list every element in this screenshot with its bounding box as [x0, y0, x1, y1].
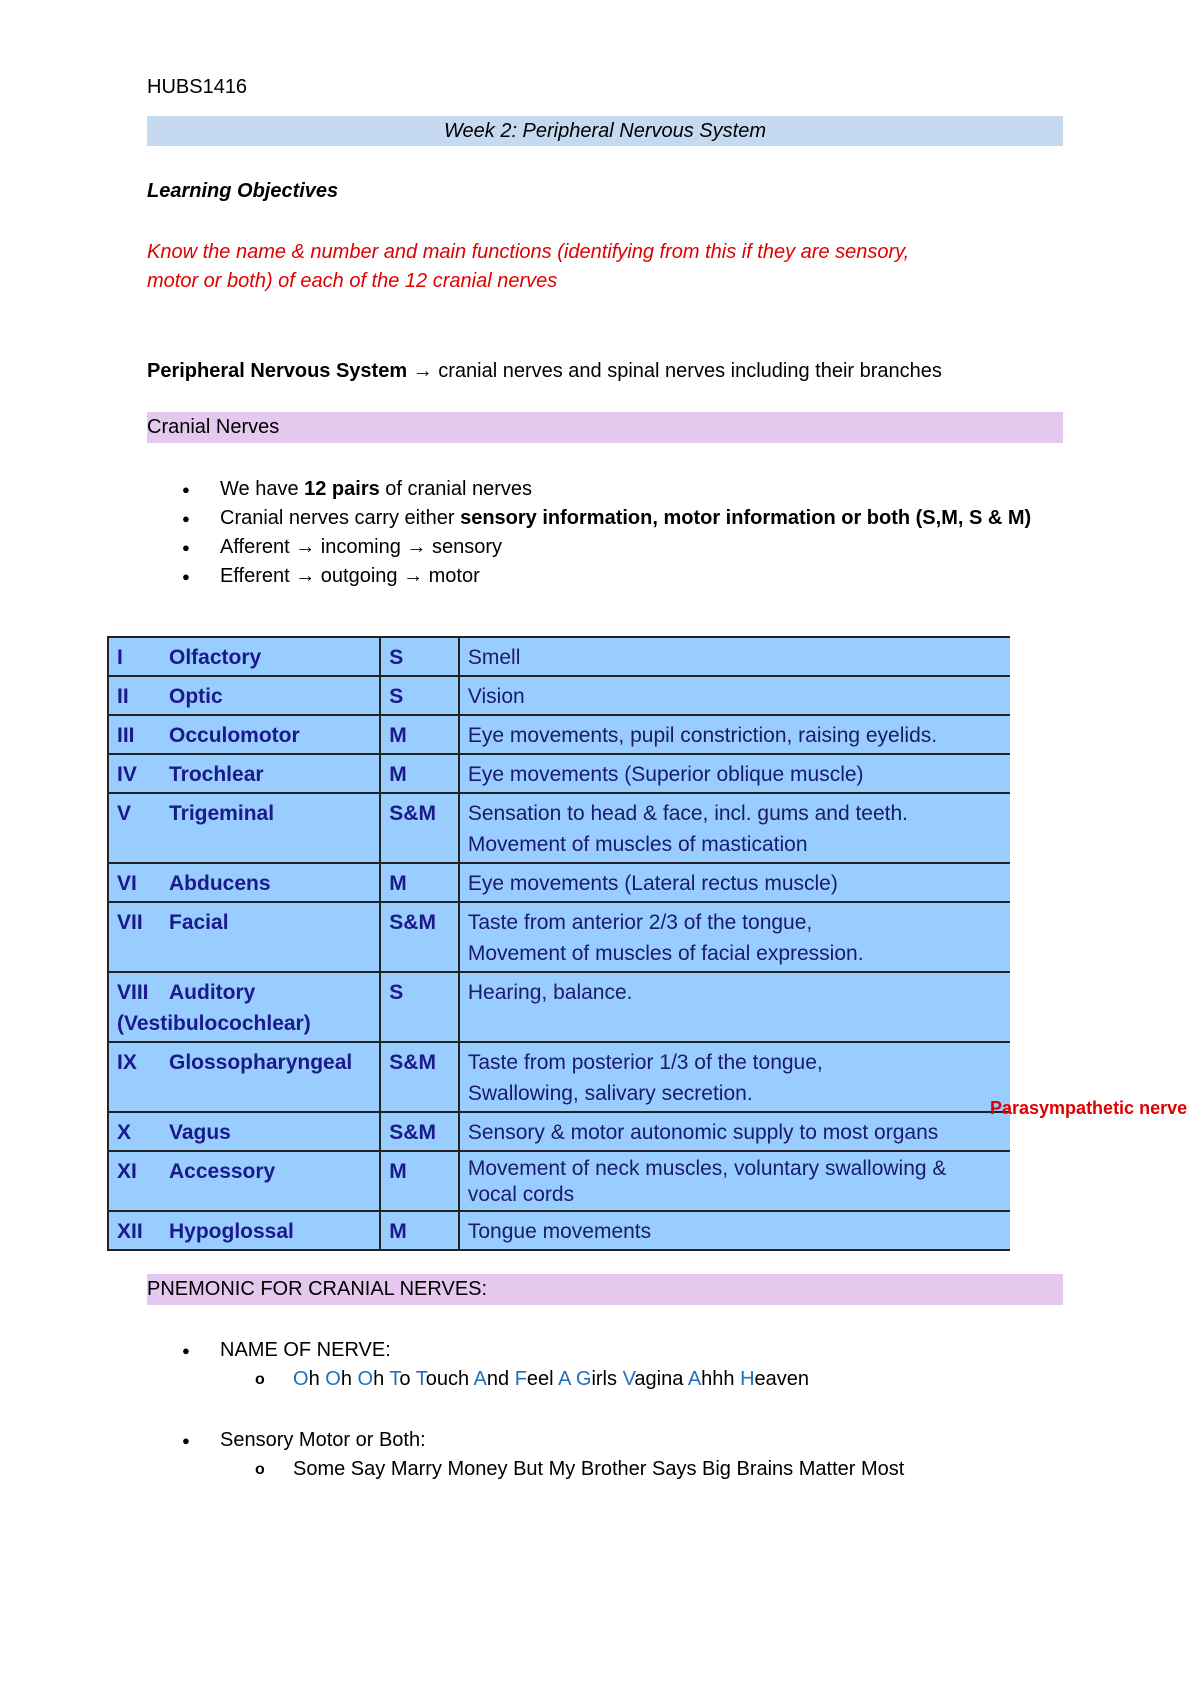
- list-item: ● NAME OF NERVE:: [147, 1336, 1047, 1365]
- list-item: ● Cranial nerves carry either sensory information, motor information or both (S,M, S & M): [147, 504, 1047, 533]
- cranial-nerves-bullets: [147, 475, 1047, 591]
- pns-definition: [147, 358, 942, 384]
- mnemonic-heading-bar: [147, 1274, 1063, 1305]
- mnemonic-word: A: [558, 1368, 571, 1390]
- mnemonic-word: Touch: [415, 1368, 470, 1390]
- table-row: VIII Auditory (Vestibulocochlear) S Hearing, balance.: [108, 972, 1010, 1042]
- cranial-nerve-table: [107, 636, 1010, 1251]
- list-item: ● Afferent → incoming → sensory: [147, 533, 1047, 562]
- mnemonic-word: Heaven: [740, 1368, 810, 1390]
- mnemonic-word: To: [389, 1368, 411, 1390]
- learning-objectives-heading: Learning Objectives: [147, 180, 339, 202]
- week-title: Week 2: Peripheral Nervous System: [444, 120, 766, 142]
- table-row: IX Glossopharyngeal S&M Taste from posterior 1/3 of the tongue, Swallowing, salivary secretion.: [108, 1042, 1010, 1112]
- mnemonic-word: Oh: [325, 1368, 352, 1390]
- list-item: ● We have 12 pairs of cranial nerves: [147, 475, 1047, 504]
- learning-objectives-text: Know the name & number and main functions (identifying from this if they are sensory, motor or both) of each of the 12 cranial nerves: [147, 241, 910, 292]
- arrow-icon: →: [412, 360, 433, 382]
- cranial-nerves-heading-bar: [147, 412, 1063, 443]
- week-title-bar: [147, 116, 1063, 146]
- course-code: HUBS1416: [147, 76, 248, 98]
- table-row: IV Trochlear M Eye movements (Superior oblique muscle): [108, 754, 1010, 793]
- name-mnemonic: [147, 1365, 1047, 1394]
- parasympathetic-note: Parasympathetic nerve: [990, 1098, 1188, 1118]
- mnemonic-heading: PNEMONIC FOR CRANIAL NERVES:: [147, 1278, 488, 1300]
- circle-bullet-icon: o: [255, 1371, 265, 1388]
- table-row: X Vagus S&M Sensory & motor autonomic supply to most organs: [108, 1112, 1010, 1151]
- mnemonic-word: Ahhh: [687, 1368, 735, 1390]
- table-row: III Occulomotor M Eye movements, pupil constriction, raising eyelids.: [108, 715, 1010, 754]
- mnemonic-word: Vagina: [622, 1368, 684, 1390]
- mnemonic-word: Girls: [575, 1368, 617, 1390]
- mnemonic-word: And: [473, 1368, 510, 1390]
- pns-term: Peripheral Nervous System: [147, 360, 408, 382]
- table-row: XII Hypoglossal M Tongue movements: [108, 1211, 1010, 1250]
- pns-rest: cranial nerves and spinal nerves including their branches: [438, 360, 942, 382]
- table-row: VI Abducens M Eye movements (Lateral rectus muscle): [108, 863, 1010, 902]
- list-item: ● Sensory Motor or Both:: [147, 1426, 1047, 1455]
- cranial-nerves-heading: Cranial Nerves: [147, 416, 280, 438]
- table-row: I Olfactory S Smell: [108, 637, 1010, 676]
- table-row: II Optic S Vision: [108, 676, 1010, 715]
- circle-bullet-icon: o: [255, 1461, 265, 1478]
- mnemonic-section: [147, 1336, 1047, 1484]
- mnemonic-word: Oh: [293, 1368, 320, 1390]
- mnemonic-word: Feel: [514, 1368, 554, 1390]
- smb-mnemonic: o Some Say Marry Money But My Brother Says Big Brains Matter Most: [147, 1455, 1047, 1484]
- table-row: XI Accessory M Movement of neck muscles, voluntary swallowing & vocal cords: [108, 1151, 1010, 1211]
- table-row: VII Facial S&M Taste from anterior 2/3 of the tongue, Movement of muscles of facial expression.: [108, 902, 1010, 972]
- list-item: ● Efferent → outgoing → motor: [147, 562, 1047, 591]
- mnemonic-word: Oh: [357, 1368, 385, 1390]
- table-row: V Trigeminal S&M Sensation to head & face, incl. gums and teeth. Movement of muscles of mastication: [108, 793, 1010, 863]
